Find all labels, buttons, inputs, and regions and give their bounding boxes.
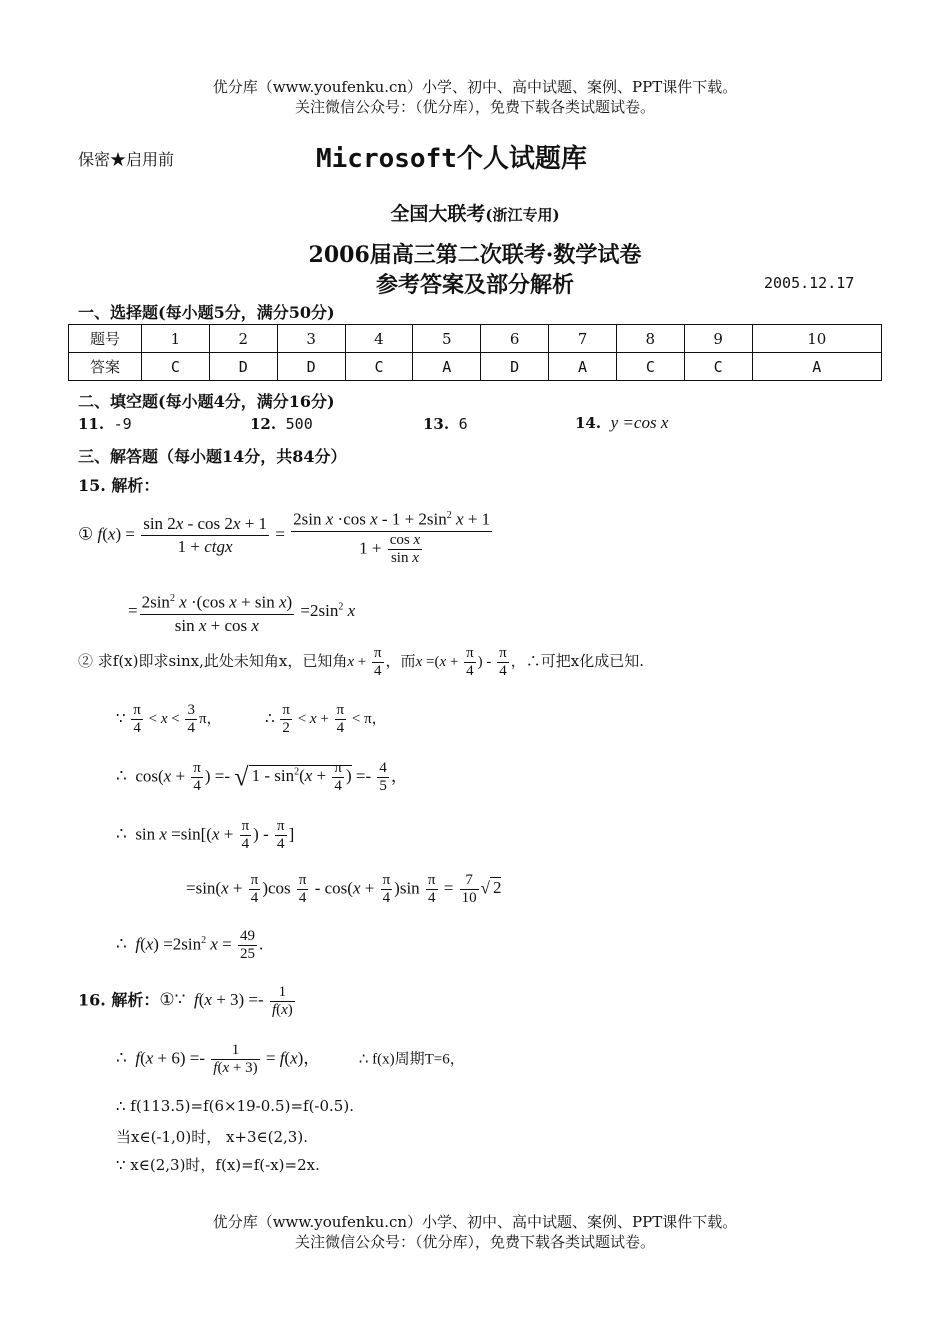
fill-answer: 500 <box>285 415 313 433</box>
q16-line3: ∴ f(113.5)=f(6×19-0.5)=f(-0.5). <box>116 1097 354 1115</box>
q16-line5: ∵ x∈(2,3)时，f(x)=f(-x)=2x. <box>116 1156 320 1174</box>
fraction: $\frac{3}{4}$ <box>187 702 195 736</box>
q15-sin: ∴ sin x =sin[(x + $\frac{\pi}{4}$ ) - $\frac{\pi}{4}$ ] <box>116 818 295 852</box>
step2-text-c: ，∴可把x化成已知. <box>510 651 644 670</box>
answer-table <box>68 324 882 381</box>
fraction: $\frac{\pi}{4}$ <box>334 760 342 794</box>
table-cell: 8 <box>616 325 684 353</box>
table-cell: 7 <box>549 325 617 353</box>
table-cell: 9 <box>684 325 752 353</box>
q15-eq2: = $\frac{2\sin^2 x \cdot(\cos x + \sin x)}{\text{sin x + cos x}}$ $=2\sin^2$ x <box>128 588 355 637</box>
table-row-answers <box>69 353 882 381</box>
fraction: $\frac{\pi}{2}$ <box>282 702 290 736</box>
fraction: $\frac{\text{cos x}}{\text{sin x}}$ <box>389 531 421 566</box>
exam-region: (浙江专用) <box>485 206 560 224</box>
fill-num: 12. <box>250 415 277 433</box>
step2-text: ② 求f(x)即求sinx,此处未知角x，已知角 <box>78 651 348 670</box>
fraction: $\frac{\pi}{4}$ <box>298 872 307 906</box>
q16-line4: 当x∈(-1,0)时， x+3∈(2,3). <box>116 1128 308 1146</box>
q15-range: ∵ $\frac{\pi}{4}$ < x < $\frac{3}{4}$ π， ∴ $\frac{\pi}{2}$ < x + $\frac{\pi}{4}$ < π， <box>116 702 387 736</box>
fill-item-12 <box>250 415 313 433</box>
fraction: $\frac{\pi}{4}$ <box>336 702 345 736</box>
table-row-questions <box>69 325 882 353</box>
fill-item-11 <box>78 415 132 433</box>
table-cell: 1 <box>142 325 210 353</box>
exam-name-main: 全国大联考 <box>390 203 486 225</box>
fraction: $\frac{4}{5}$ <box>379 760 387 794</box>
part3-heading: 三、解答题（每小题14分，共84分） <box>78 447 347 466</box>
fraction: $\frac{7}{10}$ <box>461 872 477 906</box>
fraction: $\frac{1}{f(x)}$ <box>271 984 293 1018</box>
table-cell: 3 <box>277 325 345 353</box>
fraction: 2sin x ·cos $x - 1 + 2\sin^2$ x + 1 1 + $\frac{\text{cos x}}{\text{sin x}}$ <box>293 509 491 566</box>
header-line-2: 关注微信公众号：（优分库），免费下载各类试题试卷。 <box>294 98 655 116</box>
date: 2005.12.17 <box>764 274 855 292</box>
fill-item-14 <box>575 413 668 433</box>
paper-subtitle: 参考答案及部分解析 <box>375 272 574 298</box>
table-cell: 2 <box>209 325 277 353</box>
fraction: $\frac{\pi}{4}$ <box>250 872 259 906</box>
footer-line-2: 关注微信公众号：（优分库），免费下载各类试题试卷。 <box>294 1233 655 1251</box>
table-cell: 6 <box>481 325 549 353</box>
q15-result: ∴ $f(x) =2\sin^2$ x = $\frac{49}{25}$ . <box>116 928 264 962</box>
fraction: $\frac{\pi}{4}$ <box>499 645 507 679</box>
q15-label: 15. 解析： <box>78 476 160 495</box>
secret-label: 保密★启用前 <box>78 150 175 169</box>
fraction: $\frac{49}{25}$ <box>240 928 256 962</box>
q16-line2: ∴ f(x + 6) =- $\frac{1}{f(x + 3)}$ = f(x)， ∴ f(x)周期T=6， <box>116 1042 465 1076</box>
table-cell: C <box>616 353 684 381</box>
header-line-1: 优分库（www.youfenku.cn）小学、初中、高中试题、案例、PPT课件下载。 <box>212 78 738 96</box>
fill-answer: -9 <box>113 415 132 433</box>
table-cell: 5 <box>413 325 481 353</box>
q15-cos: ∴ cos(x + $\frac{\pi}{4}$ ) =- √ $1 - \sin^2(x$ + $\frac{\pi}{4}$ ) =- $\frac{4}{5}$ ， <box>116 760 408 794</box>
fill-num: 13. <box>423 415 450 433</box>
table-cell: 4 <box>345 325 413 353</box>
step2-text-b: ，而 <box>385 651 416 670</box>
exam-name <box>0 199 950 226</box>
table-header-a: 答案 <box>69 353 142 381</box>
table-header-q: 题号 <box>69 325 142 353</box>
fraction: $\frac{\pi}{4}$ <box>133 702 141 736</box>
fraction: $\frac{\pi}{4}$ <box>466 645 474 679</box>
q16-label: 16. 解析： <box>78 990 160 1010</box>
table-cell: C <box>684 353 752 381</box>
q16-line1: 16. 解析：①∵ f(x + 3) =- $\frac{1}{f(x)}$ <box>78 984 293 1018</box>
fraction: $\frac{\pi}{4}$ <box>382 872 391 906</box>
fraction: $\frac{\pi}{4}$ <box>427 872 436 906</box>
fraction: sin 2x - cos 2x + 1 1 + ctgx <box>143 514 268 557</box>
fill-num: 11. <box>78 415 105 433</box>
q15-eq1: ① f(x) = sin 2x - cos 2x + 1 1 + ctgx = 2sin x ·cos $x - 1 + 2\sin^2$ x + 1 1 + $\frac{\text{cos x}}{\text{sin x}}$ <box>78 505 494 567</box>
part2-heading: 二、填空题(每小题4分，满分16分) <box>78 392 335 411</box>
table-cell: A <box>413 353 481 381</box>
table-cell: D <box>481 353 549 381</box>
fraction: $\frac{1}{f(x + 3)}$ <box>213 1042 258 1076</box>
table-cell: C <box>142 353 210 381</box>
fill-num: 14. <box>575 414 602 432</box>
table-cell: A <box>752 353 881 381</box>
paper-title: 2006届高三第二次联考·数学试卷 <box>308 242 642 268</box>
table-cell: A <box>549 353 617 381</box>
footer-line-1: 优分库（www.youfenku.cn）小学、初中、高中试题、案例、PPT课件下载。 <box>212 1213 738 1231</box>
table-cell: D <box>209 353 277 381</box>
q15-step2: ② 求f(x)即求sinx,此处未知角x，已知角x + $\frac{\pi}{4}$ ，而x =(x + $\frac{\pi}{4}$ ) - $\frac{\pi}{4}$ ，∴可把x化成已知. <box>78 645 644 679</box>
fraction: $\frac{\pi}{4}$ <box>373 645 382 679</box>
part1-heading: 一、选择题(每小题5分，满分50分) <box>78 303 335 322</box>
table-cell: 10 <box>752 325 881 353</box>
bank-title: Microsoft个人试题库 <box>316 144 587 174</box>
fraction: $\frac{2\sin^2 x \cdot(\cos x + \sin x)}{\text{sin x + cos x}}$ <box>141 592 293 635</box>
fraction: $\frac{\pi}{4}$ <box>193 760 201 794</box>
fill-item-13 <box>423 415 468 433</box>
q15-sin-expand: =sin(x + $\frac{\pi}{4}$ )cos $\frac{\pi}{4}$ - cos(x + $\frac{\pi}{4}$ )sin $\frac{\pi}{4}$ = $\frac{7}{10}$ √ 2 <box>186 872 502 906</box>
fraction: $\frac{\pi}{4}$ <box>277 818 285 852</box>
table-cell: C <box>345 353 413 381</box>
fraction: $\frac{\pi}{4}$ <box>241 818 250 852</box>
q16-period: ∴ f(x)周期T=6， <box>358 1051 465 1068</box>
table-cell: D <box>277 353 345 381</box>
fill-answer: y =cos x <box>610 413 669 432</box>
fill-answer: 6 <box>458 415 468 433</box>
